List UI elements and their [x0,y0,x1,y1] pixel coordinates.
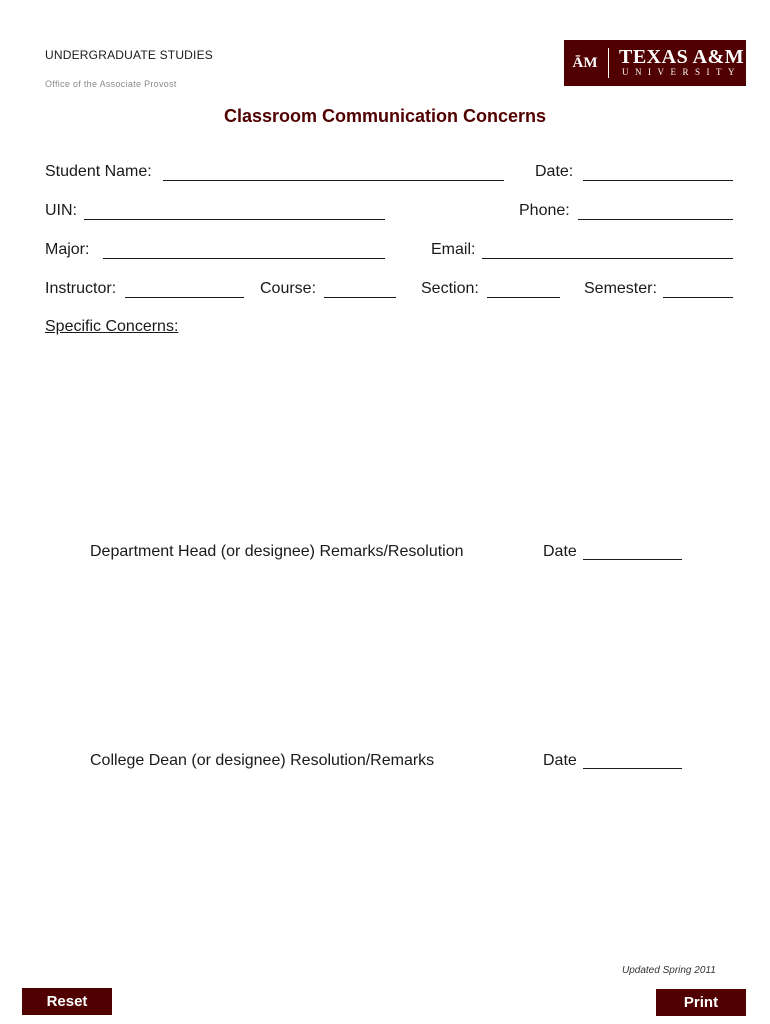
uin-label: UIN: [45,202,77,219]
phone-label: Phone: [519,202,570,219]
reset-button[interactable]: Reset [22,988,112,1015]
logo-university: UNIVERSITY [622,67,741,77]
dean-remarks-field[interactable] [90,785,733,945]
date-label: Date: [535,163,574,180]
course-label: Course: [260,280,317,297]
section-field[interactable] [487,297,560,298]
email-label: Email: [431,241,476,258]
dean-date-field[interactable] [583,768,682,769]
uin-field[interactable] [84,219,385,220]
form-title: Classroom Communication Concerns [223,106,547,126]
dept-head-date-field[interactable] [583,559,682,560]
instructor-label: Instructor: [45,280,117,297]
logo-wordmark: TEXAS A&M [619,46,745,68]
phone-field[interactable] [578,219,733,220]
updated-note: Updated Spring 2011 [622,965,716,976]
atm-logo-icon: ĀM [572,55,598,71]
instructor-field[interactable] [125,297,244,298]
email-field[interactable] [482,258,733,259]
major-label: Major: [45,241,90,258]
section-label: Section: [421,280,479,297]
semester-label: Semester: [584,280,657,297]
course-field[interactable] [324,297,396,298]
logo-divider [608,48,609,78]
date-field[interactable] [583,180,733,181]
office-title: UNDERGRADUATE STUDIES [45,48,213,62]
tamu-logo [564,40,746,86]
specific-concerns-label: Specific Concerns: [45,318,179,335]
dept-head-date-label: Date [543,543,577,560]
student-name-label: Student Name: [45,163,152,180]
major-field[interactable] [103,258,385,259]
print-button[interactable]: Print [656,989,746,1016]
dept-head-remarks-field[interactable] [90,575,733,735]
office-subtitle: Office of the Associate Provost [45,79,177,89]
semester-field[interactable] [663,297,733,298]
dean-date-label: Date [543,752,577,769]
specific-concerns-field[interactable] [45,345,733,530]
student-name-field[interactable] [163,180,504,181]
dean-label: College Dean (or designee) Resolution/Remarks [90,752,435,769]
dept-head-label: Department Head (or designee) Remarks/Resolution [90,543,464,560]
